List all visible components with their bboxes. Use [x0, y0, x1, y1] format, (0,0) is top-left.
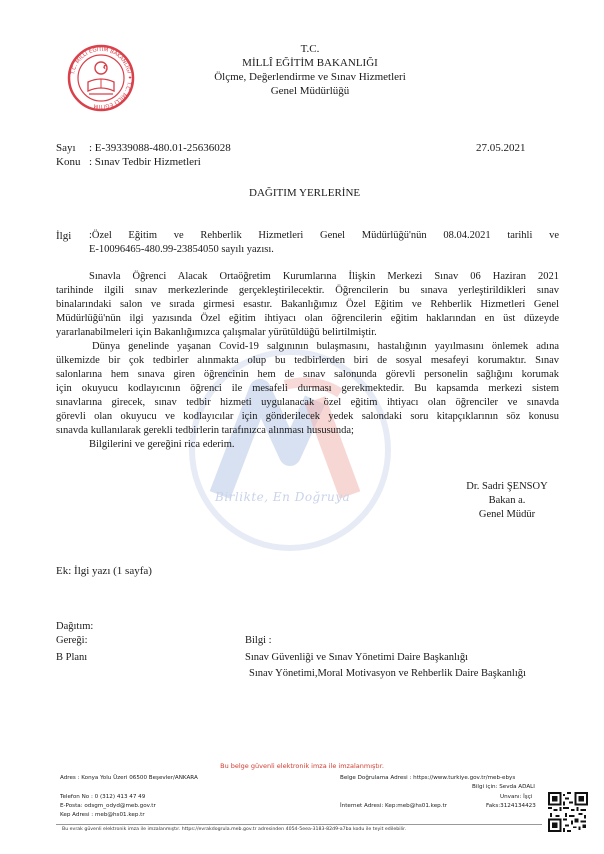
header-directorate: Ölçme, Değerlendirme ve Sınav Hizmetleri — [214, 71, 406, 83]
signatory-title-2: Genel Müdür — [478, 509, 536, 520]
qr-code — [548, 792, 588, 832]
body-paragraph-2 — [56, 340, 559, 438]
body-line: görevli olan okuyucu ve kodlayıcılar için gönderilecek yedek salondaki soru kitapçıklarının söz konusu — [56, 411, 559, 422]
watermark-slogan: Birlikte, En Doğruya — [215, 490, 351, 504]
footer-divider — [56, 824, 542, 825]
konu-label: Konu — [56, 156, 81, 168]
distribution-label: Dağıtım: — [56, 621, 94, 632]
sayi-label: Sayı — [56, 142, 76, 154]
body-paragraph-1 — [56, 270, 559, 340]
body-line: sınavda kullanılarak gerekli tedbirlerin tarafınızca alınması hususunda; — [56, 425, 354, 436]
body-line: için okuyucu kodlayıcının öğrenci ile mesafeli durması gerekmektedir. Bu kapsamda merkezi sistem — [56, 383, 559, 394]
bilgi-label: Bilgi : — [245, 635, 272, 646]
gereği-label: Gereği: — [56, 635, 88, 646]
footer-email[interactable]: E-Posta: odsgm_odyd@meb.gov.tr — [60, 803, 156, 809]
svg-text:T.C. MİLLÎ EĞİTİM BAKANLIĞI ✦: T.C. MİLLÎ EĞİTİM BAKANLIĞI ✦ T.C. MİLLÎ EĞİTİM — [70, 46, 133, 110]
recipient-heading: DAĞITIM YERLERİNE — [249, 187, 361, 199]
ministry-seal-logo — [67, 44, 135, 112]
footer-info-contact: Bilgi için: Sevda ADALI — [472, 784, 535, 790]
bilgi-item-2: Sınav Yönetimi,Moral Motivasyon ve Rehberlik Daire Başkanlığı — [249, 668, 526, 679]
konu-value: : Sınav Tedbir Hizmetleri — [89, 156, 201, 168]
secure-signature-note: Bu belge güvenli elektronik imza ile imzalanmıştır. — [220, 762, 384, 770]
header-general-directorate: Genel Müdürlüğü — [270, 85, 350, 97]
ilgi-label: İlgi — [56, 230, 72, 242]
footer-verify-address[interactable]: Belge Doğrulama Adresi : https://www.turkiye.gov.tr/meb-ebys — [340, 775, 516, 781]
body-line: Dünya genelinde yaşanan Covid-19 salgınının bulaşmasını, hastalığının yayılmasını önlemek adına — [92, 341, 559, 352]
sayi-value: : E-39339088-480.01-25636028 — [89, 142, 231, 154]
ilgi-line-1: :Özel Eğitim ve Rehberlik Hizmetleri Genel Müdürlüğü'nün 08.04.2021 tarihli ve — [89, 230, 559, 241]
body-line: yararlanabilmeleri için Bakanlığımızca çalışmalar yürütüldüğü belirtilmiştir. — [56, 327, 377, 338]
body-line: tarihinde ilgili sınav merkezlerinde gerçekleştirilecektir. Öğrencilerin bu sınava yerleştirildikleri sınav — [56, 285, 559, 296]
header-tc: T.C. — [300, 43, 320, 55]
gereği-item: B Planı — [56, 652, 88, 663]
body-line: sınavlarına girecek, sınav tedbir hizmeti uygulanacak özel eğitim ihtiyacı olan öğrenciler ve sınavda — [56, 397, 559, 408]
verification-code-line: Bu evrak güvenli elektronik imza ile imzalanmıştır. https://evrakdogrula.meb.gov.tr adresinden 4054-5eea-3183-82d9-a7ba kodu ile teyit edilebilir. — [62, 827, 407, 832]
signature-block — [452, 480, 562, 522]
bilgi-item-1: Sınav Güvenliği ve Sınav Yönetimi Daire Başkanlığı — [245, 652, 468, 663]
body-line: Sınavla Öğrenci Alacak Ortaöğretim Kurumlarına İlişkin Merkezi Sınav 06 Haziran 2021 — [89, 271, 559, 282]
closing-line: Bilgilerini ve gereğini rica ederim. — [89, 439, 235, 450]
signatory-title-1: Bakan a. — [488, 495, 526, 506]
signatory-name: Dr. Sadri ŞENSOY — [466, 481, 548, 492]
footer-title: Unvanı: İşçi — [500, 794, 533, 800]
ilgi-line-2: E-10096465-480.99-23854050 sayılı yazısı. — [89, 244, 274, 255]
body-line: binalarındaki salon ve sırada girmesi esastır. Bakanlığımız Özel Eğitim ve Rehberlik Hizmetleri Genel — [56, 299, 559, 310]
header-ministry: MİLLÎ EĞİTİM BAKANLIĞI — [242, 57, 378, 69]
footer-address: Adres : Konya Yolu Üzeri 06500 Beşevler/ANKARA — [60, 775, 198, 781]
body-line: salonlarına hem sınava giren öğrencinin hem de sınav salonunda görevli personelin sağlığını korumak — [56, 369, 559, 380]
footer-fax: Faks:3124134423 — [486, 803, 536, 809]
attachment-note: Ek: İlgi yazı (1 sayfa) — [56, 565, 152, 577]
body-line: ülkemizde bir çok tedbirler alınmakta olup bu tedbirlerden biri de sosyal mesafeyi korumaktır. Sınav — [56, 355, 559, 366]
footer-kep-address[interactable]: Kep Adresi : meb@hs01.kep.tr — [60, 812, 145, 818]
body-line: Müdürlüğü'nün ilgi yazısında Özel eğitim ihtiyacı olan öğrencilerin eğitim haklarından en üst düzeyde — [56, 313, 559, 324]
footer-internet-address[interactable]: İnternet Adresi: Kep:meb@hs01.kep.tr — [340, 803, 447, 809]
footer-phone: Telefon No : 0 (312) 413 47 49 — [60, 794, 146, 800]
document-date: 27.05.2021 — [476, 142, 526, 154]
